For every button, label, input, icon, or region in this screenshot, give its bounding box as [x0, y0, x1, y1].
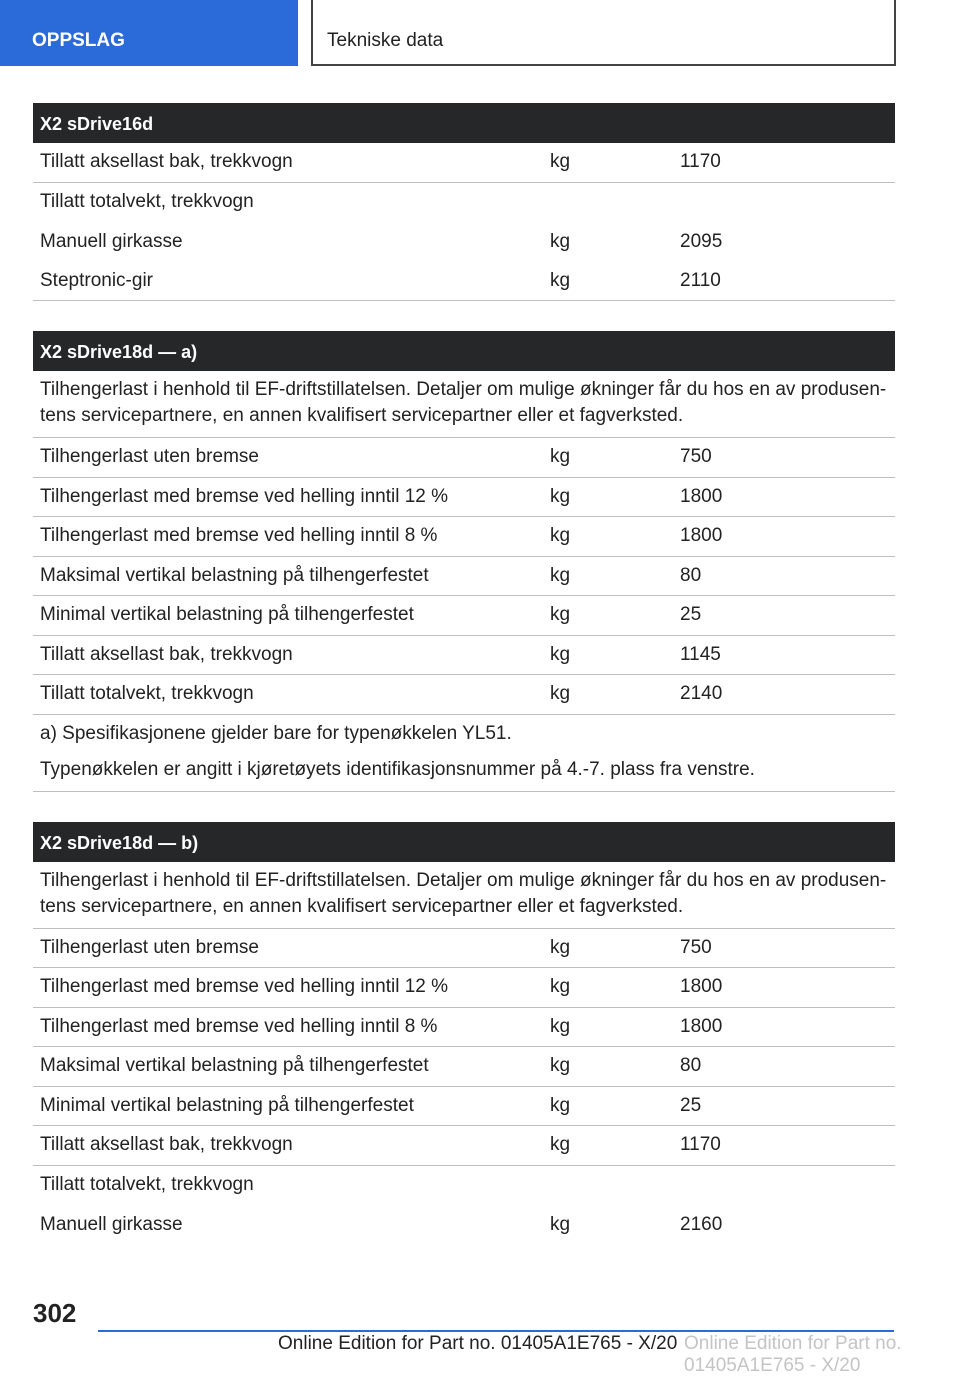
row-label: Tilhengerlast med bremse ved helling inntil 12 % [40, 976, 449, 998]
row-label: Tillatt totalvekt, trekkvogn [40, 1174, 254, 1196]
row-unit: kg [550, 525, 571, 547]
table-note: Tilhengerlast i henhold til EF-driftstillatelsen. Detaljer om mulige økninger får du hos en av produsen-tens servicepartnere, en annen kvalifisert servicepartner eller et fagverksted. [33, 862, 895, 929]
row-unit: kg [550, 1094, 571, 1116]
table-row [33, 675, 895, 715]
row-value: 80 [680, 564, 702, 586]
row-unit: kg [550, 936, 571, 958]
table-row [33, 929, 895, 969]
row-value: 1800 [680, 485, 723, 507]
row-unit: kg [550, 604, 571, 626]
table-row [33, 1205, 895, 1245]
row-label: Tilhengerlast med bremse ved helling inntil 8 % [40, 525, 438, 547]
row-unit: kg [550, 976, 571, 998]
row-label: Minimal vertikal belastning på tilhengerfestet [40, 604, 414, 626]
row-value: 80 [680, 1055, 702, 1077]
row-label: Maksimal vertikal belastning på tilhengerfestet [40, 1055, 429, 1077]
footnote-block [33, 715, 895, 792]
table-note: Tilhengerlast i henhold til EF-driftstillatelsen. Detaljer om mulige økninger får du hos en av produsen-tens servicepartnere, en annen kvalifisert servicepartner eller et fagverksted. [33, 371, 895, 438]
row-label: Tilhengerlast uten bremse [40, 936, 259, 958]
row-label: Tillatt aksellast bak, trekkvogn [40, 1134, 293, 1156]
table-row [33, 183, 895, 223]
row-label: Tilhengerlast med bremse ved helling inntil 12 % [40, 485, 449, 507]
row-value: 2160 [680, 1213, 723, 1235]
table-row [33, 517, 895, 557]
row-value: 1170 [680, 151, 721, 173]
row-value: 1145 [680, 643, 721, 665]
row-unit: kg [550, 269, 571, 291]
spec-tables [33, 103, 895, 1275]
spec-table-x2-sdrive18d-b [33, 822, 895, 1245]
page-number: 302 [33, 1298, 77, 1328]
table-row [33, 478, 895, 518]
row-unit: kg [550, 643, 571, 665]
row-label: Tillatt aksellast bak, trekkvogn [40, 643, 293, 665]
row-label: Manuell girkasse [40, 1213, 183, 1235]
table-title: X2 sDrive18d — a) [33, 331, 895, 371]
table-row [33, 1008, 895, 1048]
row-unit: kg [550, 1134, 571, 1156]
table-title: X2 sDrive16d [33, 103, 895, 143]
row-value: 1800 [680, 525, 723, 547]
row-unit: kg [550, 151, 571, 173]
row-value: 2140 [680, 683, 723, 705]
row-value: 2095 [680, 230, 723, 252]
row-label: Minimal vertikal belastning på tilhengerfestet [40, 1094, 414, 1116]
row-label: Steptronic-gir [40, 269, 153, 291]
row-label: Tillatt totalvekt, trekkvogn [40, 191, 254, 213]
chapter-title: Tekniske data [311, 0, 896, 66]
row-label: Manuell girkasse [40, 230, 183, 252]
row-unit: kg [550, 230, 571, 252]
footer-divider [98, 1330, 894, 1332]
footnote: Typenøkkelen er angitt i kjøretøyets identifikasjonsnummer på 4.-7. plass fra venstre. [40, 758, 755, 780]
top-bar [0, 0, 960, 66]
row-value: 2110 [680, 269, 721, 291]
table-title: X2 sDrive18d — b) [33, 822, 895, 862]
table-row [33, 596, 895, 636]
row-value: 750 [680, 936, 712, 958]
section-tab[interactable]: OPPSLAG [0, 0, 298, 66]
row-value: 1170 [680, 1134, 721, 1156]
table-row [33, 1126, 895, 1166]
row-unit: kg [550, 564, 571, 586]
watermark: Online Edition for Part no. 01405A1E765 - X/20 [684, 1333, 902, 1376]
table-row [33, 143, 895, 183]
row-value: 1800 [680, 976, 723, 998]
row-label: Maksimal vertikal belastning på tilhengerfestet [40, 564, 429, 586]
row-unit: kg [550, 683, 571, 705]
footer-edition-text: Online Edition for Part no. 01405A1E765 - X/20 [278, 1333, 678, 1354]
table-row [33, 438, 895, 478]
row-label: Tilhengerlast med bremse ved helling inntil 8 % [40, 1015, 438, 1037]
table-row [33, 1166, 895, 1206]
table-row [33, 1087, 895, 1127]
footnote: a) Spesifikasjonene gjelder bare for typenøkkelen YL51. [40, 722, 512, 744]
row-unit: kg [550, 1015, 571, 1037]
spec-table-x2-sdrive16d [33, 103, 895, 301]
table-row [33, 636, 895, 676]
row-unit: kg [550, 1213, 571, 1235]
row-value: 1800 [680, 1015, 723, 1037]
table-row [33, 557, 895, 597]
table-row [33, 222, 895, 262]
row-value: 750 [680, 446, 712, 468]
row-unit: kg [550, 1055, 571, 1077]
row-value: 25 [680, 604, 702, 626]
row-label: Tilhengerlast uten bremse [40, 446, 259, 468]
spec-table-x2-sdrive18d-a [33, 331, 895, 792]
row-label: Tillatt aksellast bak, trekkvogn [40, 151, 293, 173]
row-unit: kg [550, 485, 571, 507]
table-row [33, 968, 895, 1008]
row-value: 25 [680, 1094, 702, 1116]
table-row [33, 262, 895, 302]
row-label: Tillatt totalvekt, trekkvogn [40, 683, 254, 705]
row-unit: kg [550, 446, 571, 468]
table-row [33, 1047, 895, 1087]
